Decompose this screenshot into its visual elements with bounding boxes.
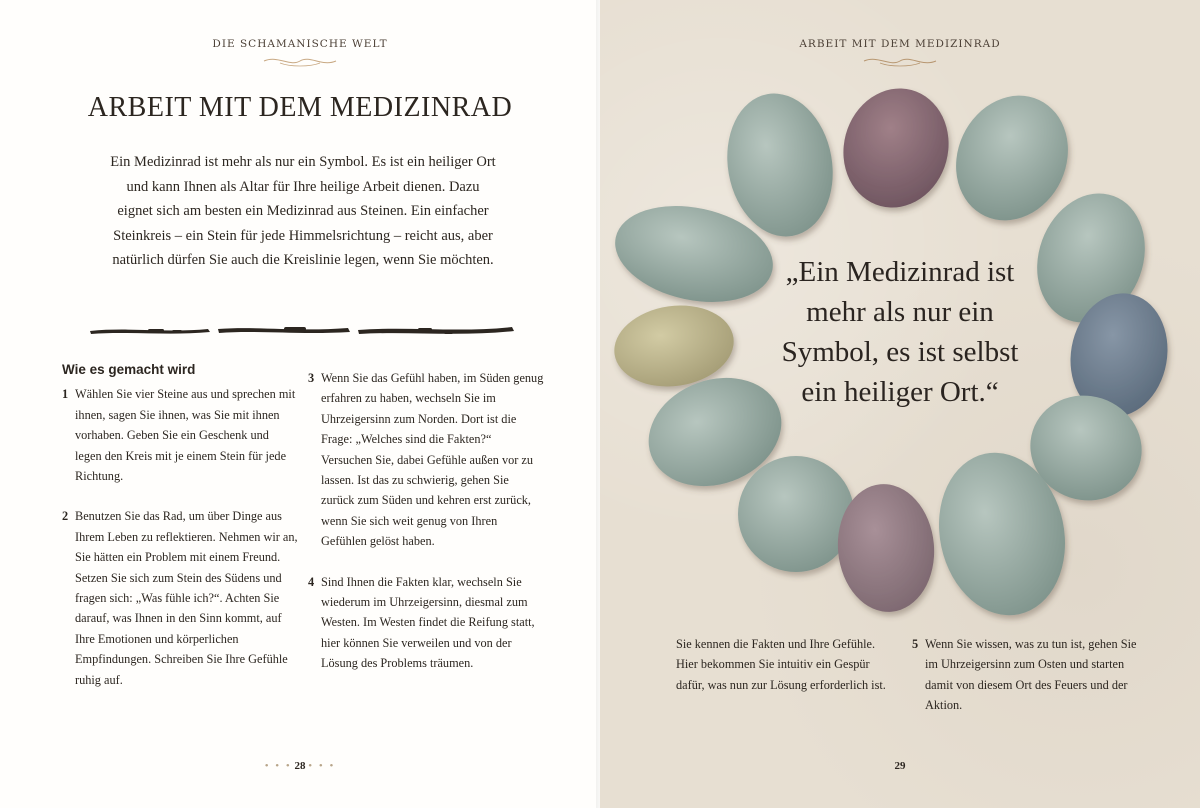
step-item [308, 572, 544, 674]
step-number: 1 [62, 387, 69, 402]
step-text: Wenn Sie wissen, was zu tun ist, gehen Sie im Uhrzeigersinn zum Osten und starten damit von diesem Ort des Feuers und der Aktion. [925, 637, 1137, 713]
continuation-paragraph: Sie kennen die Fakten und Ihre Gefühle. Hier bekommen Sie intuitiv ein Gespür dafür, was nun zur Lösung erforderlich ist. [676, 637, 886, 692]
step-number: 5 [912, 637, 919, 651]
column-right [308, 368, 544, 694]
step-text: Benutzen Sie das Rad, um über Dinge aus Ihrem Leben zu reflektieren. Nehmen wir an, Sie hätten ein Problem mit einem Freund. Setzen Sie sich zum Stein des Südens und fragen sich: „Was fühle ich?“. Achten Sie darauf, was Ihnen in den Sinn kommt, auf Ihre Emotionen und körperlichen Empfindungen. Schreiben Sie Ihre Gefühle ruhig auf. [75, 509, 298, 687]
step-item [912, 634, 1148, 716]
step-item [62, 506, 298, 690]
folio-ornament-icon: • • • [308, 760, 336, 772]
folio-ornament-icon: • • • [264, 760, 292, 772]
page-title: ARBEIT MIT DEM MEDIZINRAD [87, 92, 513, 123]
step-number: 4 [308, 574, 315, 589]
page-number-right [600, 760, 1200, 772]
step-text: Wählen Sie vier Steine aus und sprechen mit ihnen, sagen Sie ihnen, was Sie mit ihnen vorhaben. Geben Sie ein Geschenk und legen den Kreis mit je einem Stein für jede Richtung. [75, 387, 296, 484]
step-number: 2 [62, 509, 69, 524]
running-head-left: DIE SCHAMANISCHE WELT [212, 38, 388, 50]
ornament-flourish-icon [260, 55, 340, 67]
section-subhead: Wie es gemacht wird [62, 362, 196, 377]
brush-stroke-divider-icon [88, 318, 518, 340]
step-number: 3 [308, 371, 315, 385]
running-head-right: ARBEIT MIT DEM MEDIZINRAD [799, 38, 1001, 50]
stone [738, 456, 854, 572]
intro-paragraph: Ein Medizinrad ist mehr als nur ein Symbol. Es ist ein heiliger Ort und kann Ihnen als Altar für Ihre heilige Arbeit dienen. Dazu eignet sich am besten ein Medizinrad aus Steinen. Ein einfacher Steinkreis – ein Stein für jede Himmelsrichtung – reicht aus, aber natürlich dürfen Sie auch die Kreislinie legen, wenn Sie möchten. [110, 154, 496, 268]
step-item [62, 384, 298, 486]
right-page [600, 0, 1200, 808]
folio-number: 29 [894, 760, 906, 772]
folio-number: 28 [294, 760, 306, 772]
stone [830, 77, 962, 220]
step-five-column [912, 634, 1148, 736]
page-number-left [0, 760, 600, 772]
pull-quote: „Ein Medizinrad ist mehr als nur ein Symbol, es ist selbst ein heiliger Ort.“ [781, 256, 1019, 408]
column-left [62, 360, 298, 710]
step-text: Wenn Sie das Gefühl haben, im Süden genug erfahren zu haben, wechseln Sie im Uhrzeigersinn zum Norden. Dort ist die Frage: „Welches sind die Fakten?“ Versuchen Sie, dabei Gefühle außen vor zu lassen. Ist das zu schwierig, gehen Sie zurück zum Süden und kehren erst zurück, wenn Sie sich weit genug von Ihren Gefühlen gelöst haben. [321, 371, 544, 549]
step-item [308, 368, 544, 552]
step-text: Sind Ihnen die Fakten klar, wechseln Sie wiederum im Uhrzeigersinn, diesmal zum Westen. Im Westen findet die Reifung statt, hier können Sie verweilen und von der Lösung des Problems träumen. [321, 574, 535, 671]
